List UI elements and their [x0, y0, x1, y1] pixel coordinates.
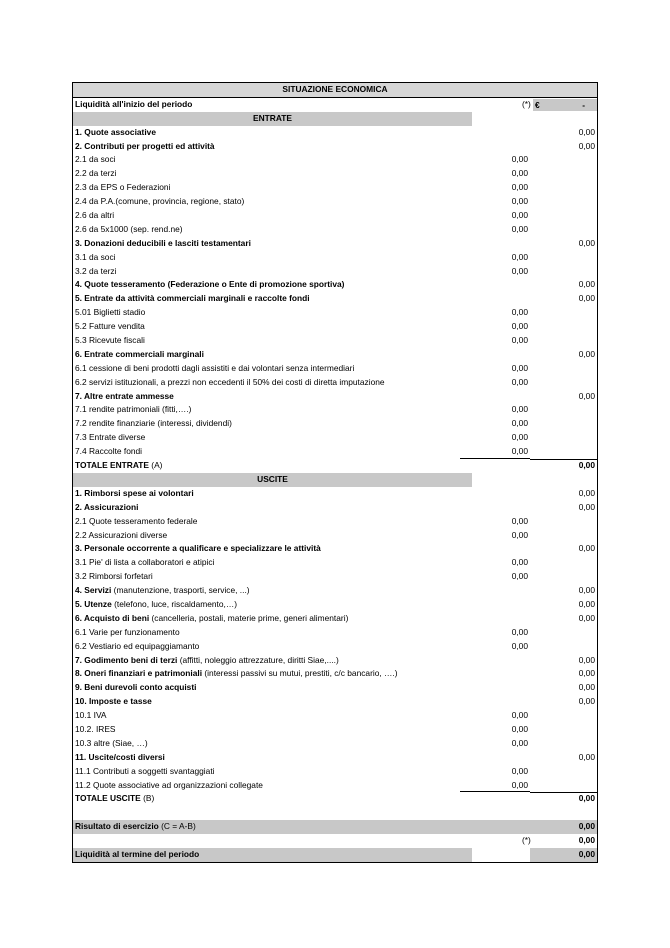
result-value: 0,00	[578, 821, 595, 832]
row-label: 10.2. IRES	[75, 723, 116, 734]
table-row	[73, 237, 597, 251]
table-row	[73, 556, 597, 570]
row-subvalue: 0,00	[511, 223, 528, 234]
row-value: 0,00	[578, 585, 595, 596]
row-subvalue: 0,00	[511, 196, 528, 207]
table-row	[73, 515, 597, 529]
row-label: 4. Quote tesseramento (Federazione o Ente di promozione sportiva)	[75, 279, 345, 290]
row-label: 3.1 da soci	[75, 251, 116, 262]
table-row	[73, 334, 597, 348]
row-label: 10. Imposte e tasse	[75, 696, 152, 707]
table-row	[73, 598, 597, 612]
row-label: 3. Personale occorrente a qualificare e specializzare le attività	[75, 543, 321, 554]
row-label: 5.2 Fatture vendita	[75, 321, 145, 332]
table-row	[73, 779, 597, 793]
table-row	[73, 445, 597, 459]
marker-row	[73, 834, 597, 848]
row-value: 0,00	[578, 126, 595, 137]
table-row	[73, 223, 597, 237]
row-label: 2.1 Quote tesseramento federale	[75, 515, 198, 526]
row-value: 0,00	[578, 682, 595, 693]
row-label: 2.1 da soci	[75, 154, 116, 165]
row-label: 3. Donazioni deducibili e lasciti testamentari	[75, 237, 251, 248]
opening-liquidity-label: Liquidità all'inizio del periodo	[75, 98, 193, 109]
row-value: 0,00	[578, 140, 595, 151]
row-subvalue: 0,00	[511, 210, 528, 221]
row-subvalue: 0,00	[511, 640, 528, 651]
row-label: 2.6 da 5x1000 (sep. rend.ne)	[75, 223, 183, 234]
row-subvalue: 0,00	[511, 626, 528, 637]
table-row	[73, 695, 597, 709]
totale-uscite-value: 0,00	[578, 793, 595, 804]
row-subvalue: 0,00	[511, 765, 528, 776]
row-subvalue: 0,00	[511, 529, 528, 540]
row-label: 8. Oneri finanziari e patrimoniali (interessi passivi su mutui, prestiti, c/c bancario, ….)	[75, 668, 398, 679]
row-subvalue: 0,00	[511, 265, 528, 276]
table-row	[73, 403, 597, 417]
table-row	[73, 751, 597, 765]
uscite-header: USCITE	[257, 473, 288, 484]
row-subvalue: 0,00	[511, 335, 528, 346]
row-subvalue: 0,00	[511, 307, 528, 318]
row-subvalue: 0,00	[511, 251, 528, 262]
row-value: 0,00	[578, 279, 595, 290]
row-value: 0,00	[578, 696, 595, 707]
row-label: 6.1 cessione di beni prodotti dagli assistiti e dai volontari senza intermediari	[75, 362, 355, 373]
spacer	[73, 806, 597, 820]
table-row	[73, 320, 597, 334]
row-subvalue: 0,00	[511, 418, 528, 429]
table-row	[73, 265, 597, 279]
row-subvalue: 0,00	[511, 779, 528, 790]
row-label: 6. Entrate commerciali marginali	[75, 348, 204, 359]
row-value: 0,00	[578, 501, 595, 512]
table-row	[73, 292, 597, 306]
row-label: 1. Quote associative	[75, 126, 156, 137]
financial-statement-table	[72, 82, 598, 863]
table-row	[73, 654, 597, 668]
row-label: 2.2 Assicurazioni diverse	[75, 529, 168, 540]
row-subvalue: 0,00	[511, 404, 528, 415]
table-row	[73, 570, 597, 584]
row-value: 0,00	[578, 293, 595, 304]
entrate-header: ENTRATE	[253, 112, 292, 123]
row-label: 5.3 Ricevute fiscali	[75, 335, 145, 346]
total-entrate-rule	[530, 459, 597, 460]
row-label: 10.3 altre (Siae, …)	[75, 737, 148, 748]
table-row	[73, 487, 597, 501]
closing-liquidity-label: Liquidità al termine del periodo	[75, 848, 200, 859]
row-value: 0,00	[578, 668, 595, 679]
table-row	[73, 126, 597, 140]
table-row	[73, 681, 597, 695]
row-subvalue: 0,00	[511, 710, 528, 721]
row-label: 2.2 da terzi	[75, 168, 117, 179]
row-label: 11.2 Quote associative ad organizzazioni collegate	[75, 779, 263, 790]
table-row	[73, 737, 597, 751]
table-title-row	[73, 83, 597, 98]
table-row	[73, 431, 597, 445]
row-label: 2. Contributi per progetti ed attività	[75, 140, 215, 151]
opening-marker: (*)	[522, 98, 531, 109]
row-label: 2. Assicurazioni	[75, 501, 139, 512]
row-subvalue: 0,00	[511, 515, 528, 526]
row-label: 4. Servizi (manutenzione, trasporti, service, ...)	[75, 585, 250, 596]
table-row	[73, 765, 597, 779]
row-value: 0,00	[578, 390, 595, 401]
row-value: 0,00	[578, 348, 595, 359]
table-row	[73, 529, 597, 543]
row-label: 3.1 Pie' di lista a collaboratori e atipici	[75, 557, 215, 568]
row-label: 2.6 da altri	[75, 210, 115, 221]
row-label: 7. Altre entrate ammesse	[75, 390, 174, 401]
row-value: 0,00	[578, 598, 595, 609]
marker-row-value: 0,00	[578, 835, 595, 846]
table-title: SITUAZIONE ECONOMICA	[282, 84, 388, 94]
row-label: 9. Beni durevoli conto acquisti	[75, 682, 197, 693]
row-subvalue: 0,00	[511, 182, 528, 193]
row-subvalue: 0,00	[511, 723, 528, 734]
row-label: 3.2 da terzi	[75, 265, 117, 276]
table-row	[73, 140, 597, 154]
row-label: 6.2 Vestiario ed equipaggiamanto	[75, 640, 200, 651]
row-label: 7. Godimento beni di terzi (affitti, noleggio attrezzature, diritti Siae,....)	[75, 654, 339, 665]
row-label: 11. Uscite/costi diversi	[75, 751, 165, 762]
row-subvalue: 0,00	[511, 737, 528, 748]
table-row	[73, 376, 597, 390]
row-label: 7.4 Raccolte fondi	[75, 446, 143, 457]
row-label: 11.1 Contributi a soggetti svantaggiati	[75, 765, 215, 776]
table-row	[73, 251, 597, 265]
table-row	[73, 417, 597, 431]
table-row	[73, 390, 597, 404]
uscite-header-row	[73, 473, 597, 487]
table-row	[73, 709, 597, 723]
row-label: 6.1 Varie per funzionamento	[75, 626, 180, 637]
row-subvalue: 0,00	[511, 362, 528, 373]
row-subvalue: 0,00	[511, 154, 528, 165]
row-label: 7.2 rendite finanziarie (interessi, dividendi)	[75, 418, 232, 429]
table-row	[73, 153, 597, 167]
row-value: 0,00	[578, 487, 595, 498]
row-label: 5. Entrate da attività commerciali marginali e raccolte fondi	[75, 293, 310, 304]
row-label: 2.4 da P.A.(comune, provincia, regione, stato)	[75, 196, 245, 207]
closing-liquidity-row	[73, 848, 597, 862]
table-row	[73, 306, 597, 320]
row-subvalue: 0,00	[511, 446, 528, 457]
table-row	[73, 348, 597, 362]
row-subvalue: 0,00	[511, 557, 528, 568]
row-value: 0,00	[578, 543, 595, 554]
row-value: 0,00	[578, 654, 595, 665]
table-row	[73, 167, 597, 181]
row-label: 1. Rimborsi spese ai volontari	[75, 487, 194, 498]
table-row	[73, 626, 597, 640]
result-row	[73, 820, 597, 834]
row-subvalue: 0,00	[511, 571, 528, 582]
result-label: Risultato di esercizio (C = A-B)	[75, 821, 196, 832]
row-subvalue: 0,00	[511, 376, 528, 387]
table-row	[73, 640, 597, 654]
table-row	[73, 667, 597, 681]
row-label: 5. Utenze (telefono, luce, riscaldamento,…)	[75, 598, 237, 609]
row-subvalue: 0,00	[511, 432, 528, 443]
closing-value: 0,00	[578, 848, 595, 859]
entrate-rows	[73, 126, 597, 459]
table-row	[73, 542, 597, 556]
row-label: 6.2 servizi istituzionali, a prezzi non eccedenti il 50% dei costi di diretta imputazione	[75, 376, 385, 387]
row-label: 7.1 rendite patrimoniali (fitti,….)	[75, 404, 192, 415]
row-label: 3.2 Rimborsi forfetari	[75, 571, 153, 582]
totale-uscite-label: TOTALE USCITE (B)	[75, 793, 155, 804]
row-label: 7.3 Entrate diverse	[75, 432, 146, 443]
table-row	[73, 501, 597, 515]
row-label: 10.1 IVA	[75, 710, 107, 721]
totale-entrate-row	[73, 459, 597, 473]
row-value: 0,00	[578, 612, 595, 623]
totale-uscite-row	[73, 792, 597, 806]
totale-entrate-value: 0,00	[578, 460, 595, 471]
row-label: 2.3 da EPS o Federazioni	[75, 182, 171, 193]
table-row	[73, 209, 597, 223]
table-row	[73, 278, 597, 292]
totale-entrate-label: TOTALE ENTRATE (A)	[75, 460, 163, 471]
row-label: 5.01 Biglietti stadio	[75, 307, 146, 318]
opening-value-cell	[533, 99, 597, 111]
row-label: 6. Acquisto di beni (cancelleria, postali, materie prime, generi alimentari)	[75, 612, 349, 623]
uscite-rows	[73, 487, 597, 793]
row-value: 0,00	[578, 751, 595, 762]
table-row	[73, 362, 597, 376]
opening-liquidity-row	[73, 98, 597, 112]
row-value: 0,00	[578, 237, 595, 248]
opening-value: -	[582, 99, 585, 110]
row-subvalue: 0,00	[511, 321, 528, 332]
table-row	[73, 612, 597, 626]
table-row	[73, 195, 597, 209]
table-row	[73, 584, 597, 598]
table-row	[73, 723, 597, 737]
entrate-header-row	[73, 112, 597, 126]
row-subvalue: 0,00	[511, 168, 528, 179]
currency-symbol: €	[535, 99, 540, 110]
closing-marker: (*)	[522, 835, 531, 846]
table-row	[73, 181, 597, 195]
total-uscite-rule	[530, 792, 597, 793]
